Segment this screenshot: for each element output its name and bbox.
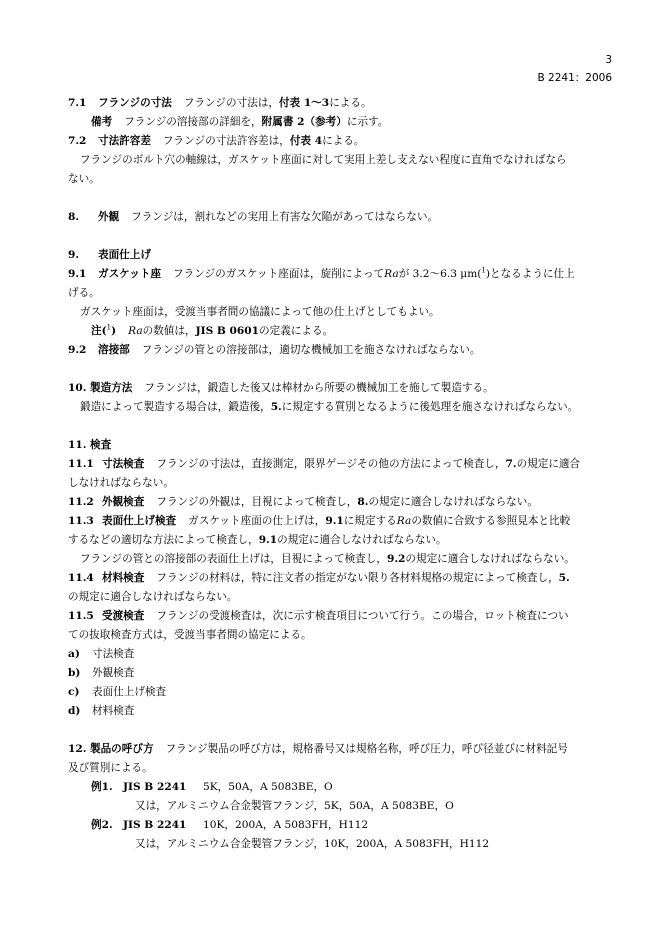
section-title: 表面仕上げ bbox=[98, 249, 151, 261]
paragraph bbox=[68, 533, 447, 547]
section-title: 検査 bbox=[90, 439, 112, 451]
section-number: 7.2 bbox=[68, 135, 87, 147]
paragraph: ガスケット座面は，受渡当事者間の協議によって他の仕上げとしてもよい。 bbox=[80, 306, 440, 318]
section-number: 11.3 bbox=[68, 515, 94, 527]
paragraph: げる。 bbox=[68, 287, 100, 299]
section-number: 12. bbox=[68, 743, 87, 755]
note-mark: 1 bbox=[481, 266, 486, 275]
document-id: B 2241：2006 bbox=[537, 72, 612, 84]
ra-symbol: Ra bbox=[128, 325, 143, 337]
body-text: ガスケット座面の仕上げは， bbox=[188, 515, 326, 527]
section-11 bbox=[68, 438, 111, 452]
section-number: 11. bbox=[68, 439, 87, 451]
section-title: 外観 bbox=[98, 211, 120, 223]
section-number: 10. bbox=[68, 382, 87, 394]
body-text: するなどの適切な方法によって検査し， bbox=[68, 534, 259, 546]
body-text: フランジ製品の呼び方は，規格番号又は規格名称，呼び圧力，呼び径並びに材料記号 bbox=[165, 743, 568, 755]
section-11-3 bbox=[68, 514, 570, 528]
clause-reference: 9.1 bbox=[258, 534, 278, 546]
list-item bbox=[68, 685, 166, 699]
section-9-1 bbox=[68, 267, 575, 281]
body-text: フランジは，鍛造した後又は棒材から所要の機械加工を施して製造する。 bbox=[144, 382, 494, 394]
section-title: 材料検査 bbox=[102, 572, 145, 584]
section-title: 溶接部 bbox=[98, 344, 130, 356]
section-8 bbox=[68, 210, 438, 224]
standard-reference: JIS B 0601 bbox=[195, 325, 260, 337]
body-text: 鍛造によって製造する場合は，鍛造後， bbox=[80, 401, 271, 413]
list-text: 寸法検査 bbox=[92, 648, 135, 660]
remark-label: 備考 bbox=[91, 116, 113, 128]
paragraph bbox=[80, 400, 578, 414]
body-text: フランジの管との溶接部は，適切な機械加工を施さなければならない。 bbox=[141, 344, 481, 356]
section-11-2 bbox=[68, 495, 538, 509]
body-text: フランジの寸法許容差は， bbox=[162, 135, 290, 147]
section-7-1 bbox=[68, 96, 372, 110]
section-number: 11.1 bbox=[68, 458, 94, 470]
section-number: 7.1 bbox=[68, 97, 87, 109]
body-text: が 3.2～6.3 μm( bbox=[398, 268, 482, 280]
body-text: の規定に適合しなければならない。 bbox=[368, 496, 538, 508]
body-text: フランジの溶接部の詳細を， bbox=[124, 116, 262, 128]
table-reference: 付表 4 bbox=[289, 135, 323, 147]
section-11-4 bbox=[68, 571, 570, 585]
paragraph: フランジのボルト穴の軸線は，ガスケット座面に対して実用上差し支えない程度に直角でなければなら bbox=[80, 154, 567, 166]
section-number: 9. bbox=[68, 249, 80, 261]
list-text: 表面仕上げ検査 bbox=[92, 686, 167, 698]
section-title: 寸法検査 bbox=[102, 458, 145, 470]
note-label: 注( bbox=[91, 325, 107, 337]
example-2-alt: 又は，アルミニウム合金製管フランジ，10K，200A，A 5083FH，H112 bbox=[135, 838, 490, 850]
section-title: 寸法許容差 bbox=[98, 135, 151, 147]
section-title: フランジの寸法 bbox=[98, 97, 172, 109]
section-number: 11.4 bbox=[68, 572, 94, 584]
body-text: フランジの管との溶接部の表面仕上げは，目視によって検査し， bbox=[80, 553, 387, 565]
section-11-5 bbox=[68, 609, 569, 623]
body-text: フランジの外観は，目視によって検査し， bbox=[156, 496, 358, 508]
paragraph bbox=[80, 552, 575, 566]
list-item bbox=[68, 704, 134, 718]
section-9-2 bbox=[68, 343, 481, 357]
note-1 bbox=[91, 324, 333, 338]
body-text: に規定する質別となるように後処理を施さなければならない。 bbox=[281, 401, 579, 413]
body-text: フランジの材料は，特に注文者の指定がない限り各材料規格の規定によって検査し， bbox=[156, 572, 559, 584]
list-marker: a) bbox=[68, 648, 80, 660]
body-text: の数値は， bbox=[142, 325, 196, 337]
list-item bbox=[68, 666, 134, 680]
section-10 bbox=[68, 381, 494, 395]
body-text: による。 bbox=[322, 135, 365, 147]
body-text: フランジは，割れなどの実用上有害な欠陥があってはならない。 bbox=[131, 211, 439, 223]
paragraph: しなければならない。 bbox=[68, 477, 174, 489]
example-1-alt: 又は，アルミニウム合金製管フランジ，5K，50A，A 5083BE，O bbox=[135, 800, 454, 812]
section-11-1 bbox=[68, 457, 580, 471]
list-text: 材料検査 bbox=[92, 705, 135, 717]
section-title: 表面仕上げ検査 bbox=[102, 515, 177, 527]
body-text: フランジの受渡検査は，次に示す検査項目について行う。この場合，ロット検査につい bbox=[156, 610, 569, 622]
clause-reference: 5. bbox=[270, 401, 282, 413]
clause-reference: 5. bbox=[558, 572, 570, 584]
ra-symbol: Ra bbox=[396, 515, 412, 527]
body-text: の規定に適合 bbox=[516, 458, 581, 470]
standard-code: JIS B 2241 bbox=[123, 781, 187, 793]
section-title: 受渡検査 bbox=[102, 610, 145, 622]
body-text: フランジの寸法は，直接測定，限界ゲージその他の方法によって検査し， bbox=[156, 458, 506, 470]
paragraph: の規定に適合しなければならない。 bbox=[68, 591, 238, 603]
body-text: の数値に合致する参照見本と比較 bbox=[411, 515, 571, 527]
body-text: に規定する bbox=[343, 515, 397, 527]
list-marker: c) bbox=[68, 686, 80, 698]
section-title: 製品の呼び方 bbox=[90, 743, 154, 755]
list-marker: b) bbox=[68, 667, 81, 679]
note-label: ) bbox=[111, 325, 117, 337]
annex-reference: 附属書 2（参考） bbox=[261, 116, 347, 128]
section-number: 9.2 bbox=[68, 344, 87, 356]
remark-7-1 bbox=[91, 115, 388, 129]
clause-reference: 9.2 bbox=[386, 553, 406, 565]
section-title: 外観検査 bbox=[102, 496, 145, 508]
example-spec: 5K，50A，A 5083BE，O bbox=[203, 781, 333, 793]
paragraph: ての抜取検査方式は，受渡当事者間の協定による。 bbox=[68, 629, 312, 641]
paragraph: 及び質別による。 bbox=[68, 762, 153, 774]
standard-code: JIS B 2241 bbox=[123, 819, 187, 831]
example-label: 例1. bbox=[91, 781, 113, 793]
example-1 bbox=[91, 780, 333, 794]
example-spec: 10K，200A，A 5083FH，H112 bbox=[203, 819, 369, 831]
section-title: ガスケット座 bbox=[98, 268, 162, 280]
example-label: 例2. bbox=[91, 819, 113, 831]
section-12 bbox=[68, 742, 568, 756]
section-number: 9.1 bbox=[68, 268, 87, 280]
section-7-2 bbox=[68, 134, 364, 148]
body-text: の定義による。 bbox=[259, 325, 334, 337]
list-item bbox=[68, 647, 134, 661]
list-text: 外観検査 bbox=[92, 667, 135, 679]
clause-reference: 9.1 bbox=[325, 515, 344, 527]
body-text: フランジのガスケット座面は，旋削によって bbox=[173, 268, 385, 280]
body-text: フランジの寸法は， bbox=[183, 97, 279, 109]
paragraph: ない。 bbox=[68, 173, 100, 185]
body-text: による。 bbox=[329, 97, 372, 109]
body-text: に示す。 bbox=[346, 116, 389, 128]
list-marker: d) bbox=[68, 705, 81, 717]
section-9 bbox=[68, 248, 151, 262]
clause-reference: 8. bbox=[357, 496, 369, 508]
note-mark: 1 bbox=[106, 323, 112, 332]
clause-reference: 7. bbox=[505, 458, 517, 470]
body-text: )となるように仕上 bbox=[485, 268, 575, 280]
page-number: 3 bbox=[605, 54, 612, 66]
example-2 bbox=[91, 818, 368, 832]
body-text: の規定に適合しなければならない。 bbox=[277, 534, 447, 546]
section-number: 8. bbox=[68, 211, 80, 223]
table-reference: 付表 1～3 bbox=[278, 97, 330, 109]
section-number: 11.5 bbox=[68, 610, 94, 622]
ra-symbol: Ra bbox=[384, 268, 399, 280]
body-text: の規定に適合しなければならない。 bbox=[405, 553, 575, 565]
section-number: 11.2 bbox=[68, 496, 94, 508]
section-title: 製造方法 bbox=[90, 382, 133, 394]
